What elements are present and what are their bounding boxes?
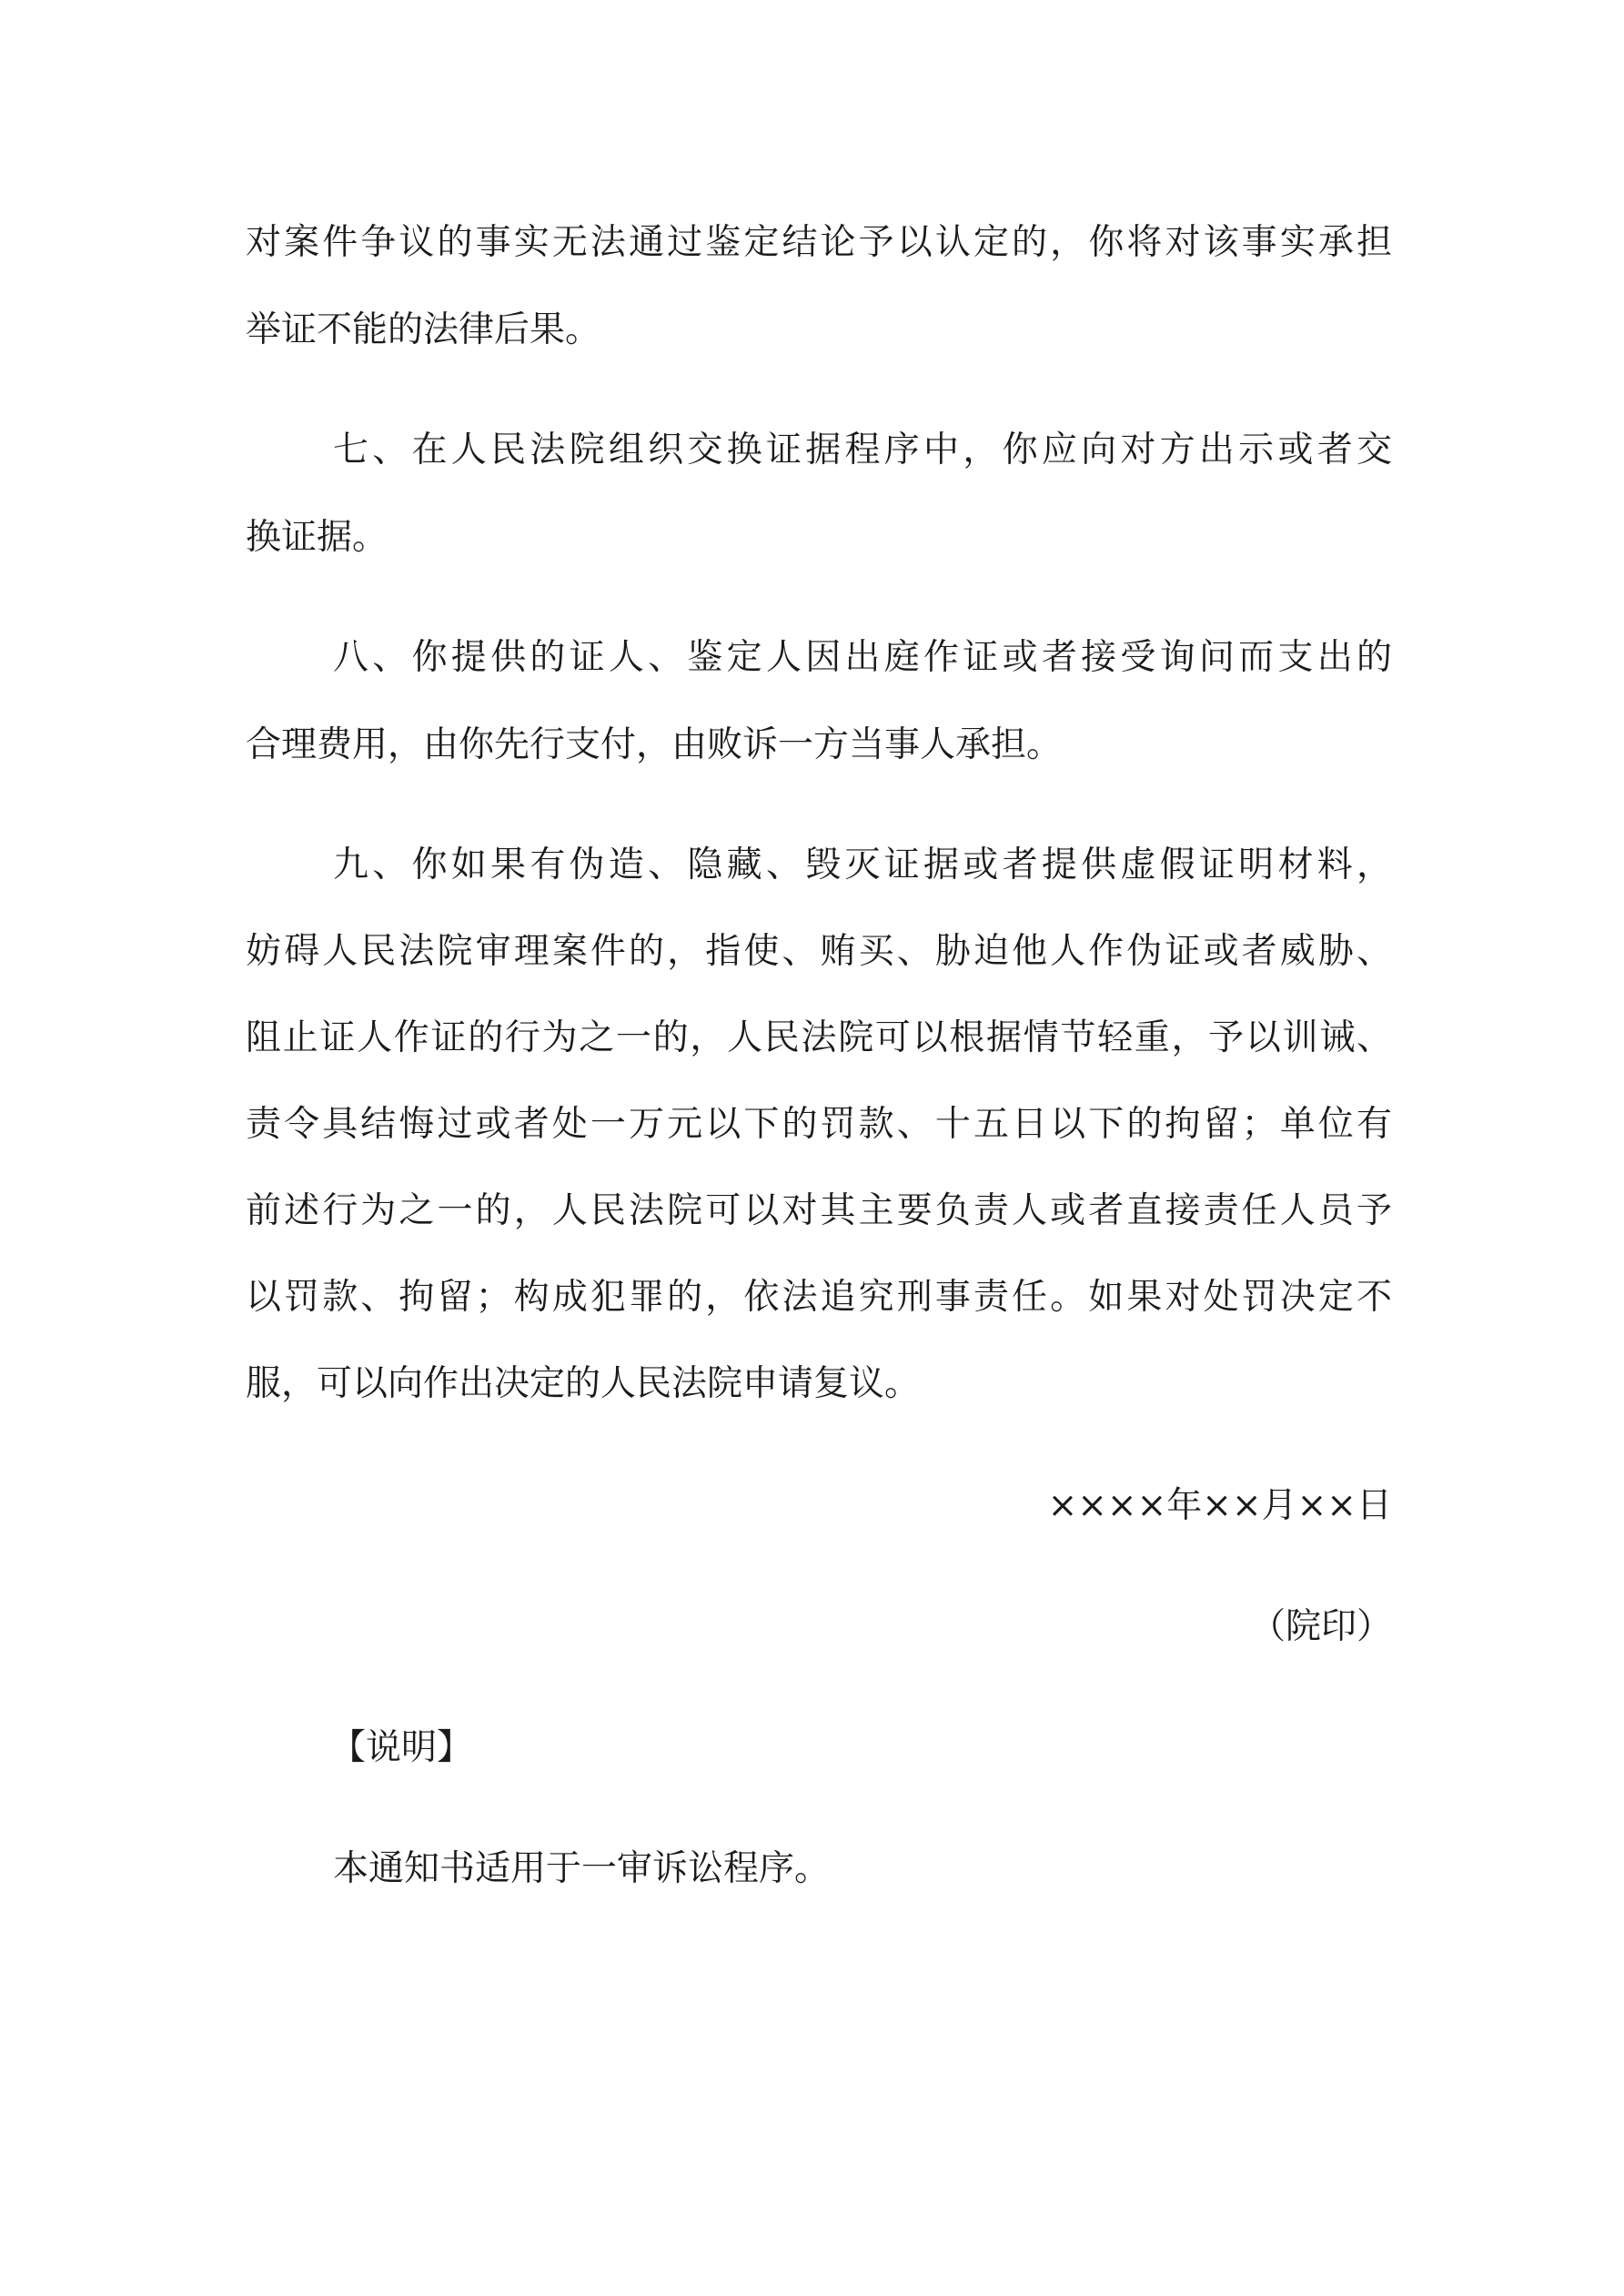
paragraph-9-line-1: 九、你如果有伪造、隐藏、毁灭证据或者提供虚假证明材料， [333,845,1392,885]
paragraph-9-line-7: 服，可以向作出决定的人民法院申请复议。 [246,1363,921,1404]
note-text: 本通知书适用于一审诉讼程序。 [333,1848,831,1889]
note-heading: 【说明】 [330,1727,473,1768]
document-date: ××××年××月××日 [1047,1485,1392,1526]
paragraph-6-line-2: 举证不能的法律后果。 [246,309,601,350]
paragraph-9-line-5: 前述行为之一的，人民法院可以对其主要负责人或者直接责任人员予 [246,1190,1392,1231]
paragraph-6-line-1: 对案件争议的事实无法通过鉴定结论予以认定的，你将对该事实承担 [246,222,1392,263]
paragraph-9-line-3: 阻止证人作证的行为之一的，人民法院可以根据情节轻重，予以训诫、 [246,1017,1392,1058]
paragraph-9-line-2: 妨碍人民法院审理案件的，指使、贿买、胁迫他人作伪证或者威胁、 [246,931,1392,972]
paragraph-8-line-2: 合理费用，由你先行支付，由败诉一方当事人承担。 [246,724,1063,765]
paragraph-8-line-1: 八、你提供的证人、鉴定人因出庭作证或者接受询问而支出的 [333,637,1392,678]
paragraph-7-line-1: 七、在人民法院组织交换证据程序中，你应向对方出示或者交 [333,430,1392,470]
paragraph-9-line-4: 责令具结悔过或者处一万元以下的罚款、十五日以下的拘留；单位有 [246,1104,1392,1145]
paragraph-9-line-6: 以罚款、拘留；构成犯罪的，依法追究刑事责任。如果对处罚决定不 [246,1277,1392,1318]
court-seal-note: （院印） [1249,1606,1392,1647]
paragraph-7-line-2: 换证据。 [246,517,388,558]
